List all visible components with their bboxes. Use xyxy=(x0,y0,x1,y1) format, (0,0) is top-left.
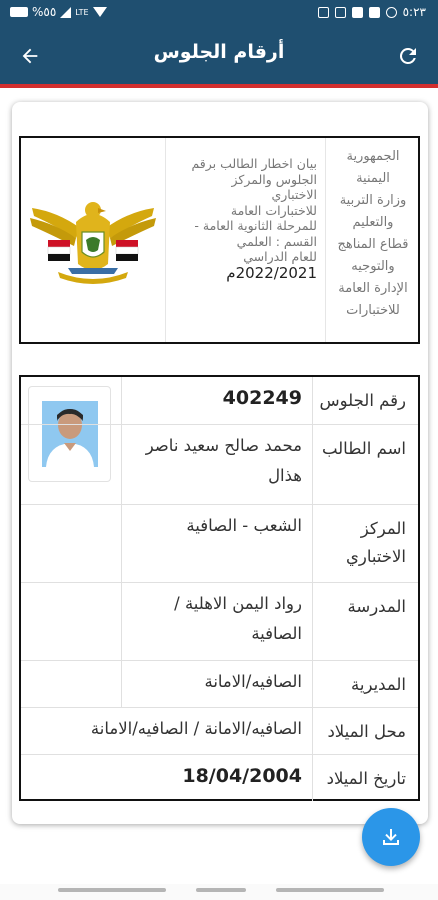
notice-line: بيان اخطار الطالب برقم xyxy=(191,156,317,171)
download-icon xyxy=(379,825,403,849)
refresh-icon xyxy=(396,44,420,68)
seat-label: رقم الجلوس xyxy=(312,377,418,424)
notice-line: القسم : العلمي xyxy=(236,233,317,249)
nav-back-handle[interactable] xyxy=(276,888,384,892)
wifi-icon xyxy=(93,7,107,17)
student-info-table xyxy=(19,375,420,801)
page-title: أرقام الجلوس xyxy=(153,41,285,63)
name-label: اسم الطالب xyxy=(312,425,418,504)
ministry-line: للاختبارات xyxy=(346,303,400,318)
emblem-cell xyxy=(21,138,166,342)
notice-text xyxy=(166,138,326,342)
school-name: رواد اليمن الاهلية / الصافية xyxy=(121,583,312,660)
status-bar xyxy=(0,0,438,26)
notice-line: الجلوس والمركز xyxy=(231,171,317,187)
battery-icon xyxy=(10,7,28,17)
birthplace-label: محل الميلاد xyxy=(312,708,418,754)
table-row-birthplace xyxy=(21,707,418,754)
table-row-school xyxy=(21,582,418,660)
notice-line: الاختباري xyxy=(271,187,317,202)
battery-percent: %٥٥ xyxy=(32,5,57,19)
clock: ٥:٢٣ xyxy=(402,5,426,19)
school-label: المدرسة xyxy=(312,583,418,660)
status-right xyxy=(318,5,426,19)
yemen-emblem-icon xyxy=(28,194,158,286)
mail-icon xyxy=(352,7,363,18)
app-bar xyxy=(0,26,438,88)
notice-header xyxy=(19,136,420,344)
result-card xyxy=(12,102,428,824)
notice-line: للاختبارات العامة xyxy=(230,202,317,218)
notice-line: للمرحلة الثانوية العامة - xyxy=(194,218,317,233)
ministry-line: قطاع المناهج xyxy=(337,237,409,252)
status-left xyxy=(10,5,107,19)
exam-center: الشعب - الصافية xyxy=(121,505,312,582)
download-button[interactable] xyxy=(362,808,420,866)
table-row-seat xyxy=(21,377,418,424)
ministry-line: والتعليم xyxy=(352,215,394,230)
academic-year: 2022/2021م xyxy=(226,263,317,282)
alert-icon xyxy=(335,7,346,18)
ministry-line: الجمهورية xyxy=(346,149,400,164)
ministry-line: الإدارة العامة xyxy=(338,281,408,296)
nav-recent-handle[interactable] xyxy=(58,888,166,892)
image-icon xyxy=(369,7,380,18)
notice-line: للعام الدراسي xyxy=(243,249,317,264)
center-label: المركز الاختباري xyxy=(312,505,418,582)
ministry-text xyxy=(326,138,420,342)
copy-icon xyxy=(318,7,329,18)
birthdate-value: 18/04/2004 xyxy=(182,765,302,787)
table-row-name xyxy=(21,424,418,504)
info-icon xyxy=(386,7,397,18)
system-nav-bar xyxy=(0,884,438,900)
student-name: محمد صالح سعيد ناصر هذال xyxy=(121,425,312,504)
district-label: المديرية xyxy=(312,661,418,707)
network-type: LTE xyxy=(75,7,89,17)
nav-home-handle[interactable] xyxy=(196,888,246,892)
seat-number: 402249 xyxy=(121,377,312,424)
birthdate-label: تاريخ الميلاد xyxy=(312,755,418,801)
ministry-line: وزارة التربية xyxy=(339,193,407,208)
table-row-district xyxy=(21,660,418,707)
refresh-button[interactable] xyxy=(390,38,426,74)
birthplace-value: الصافيه/الامانة / الصافيه/الامانة xyxy=(90,719,302,738)
signal-icon xyxy=(60,7,71,18)
ministry-line: اليمنية xyxy=(356,171,390,186)
table-row-birthdate xyxy=(21,754,418,801)
table-row-center xyxy=(21,504,418,582)
ministry-line: والتوجيه xyxy=(351,259,395,274)
district-name: الصافيه/الامانة xyxy=(121,661,312,707)
